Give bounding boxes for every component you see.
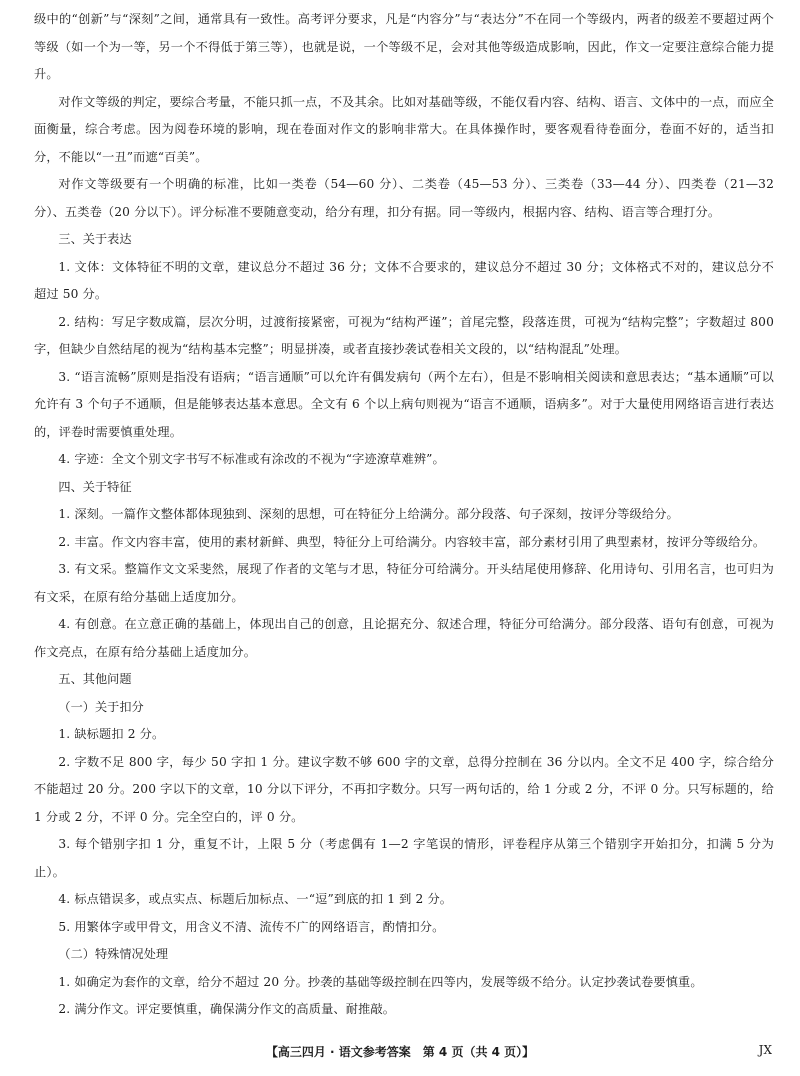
paragraph-creativity: 4. 有创意。在立意正确的基础上，体现出自己的创意，且论据充分、叙述合理，特征分可给满分。部分段落、语句有创意，可视为作文亮点，在原有给分基础上适度加分。 [34, 617, 774, 659]
paragraph-depth: 1. 深刻。一篇作文整体都体现独到、深刻的思想，可在特征分上给满分。部分段落、句子深刻，按评分等级给分。 [58, 507, 679, 521]
section-heading-other: 五、其他问题 [58, 672, 132, 686]
footer-page-info: 【高三四月 · 语文参考答案 第 4 页（共 4 页）】 [265, 1045, 535, 1059]
footer-code: JX [758, 1043, 772, 1057]
paragraph-punctuation: 4. 标点错误多，或点实点、标题后加标点、一“逗”到底的扣 1 到 2 分。 [58, 892, 453, 906]
paragraph-plagiarism: 1. 如确定为套作的文章，给分不超过 20 分。抄袭的基础等级控制在四等内，发展等级不给分。认定抄袭试卷要慎重。 [58, 974, 703, 989]
paragraph-handwriting: 4. 字迹：全文个别文字书写不标准或有涂改的不视为“字迹潦草难辨”。 [58, 452, 445, 466]
paragraph-language: 3. “语言流畅”原则是指没有语病；“语言通顺”可以允许有偶发病句（两个左右），但是不影响相关阅读和意思表达；“基本通顺”可以允许有 3 个句子不通顺，但是能够表达基本意思。全文有 6 个以上病句则视为“语言不通顺，语病多”。对于大量使用网络语言进行表达的，评卷时需要慎重处理。 [34, 369, 774, 439]
paragraph-full-marks: 2. 满分作文。评定要慎重，确保满分作文的高质量、耐推敲。 [58, 1002, 396, 1016]
paragraph-grade-judgement: 对作文等级的判定，要综合考量，不能只抓一点，不及其余。比如对基础等级，不能仅看内容、结构、语言、文体中的一点，而应全面衡量，综合考虑。因为阅卷环境的影响，现在卷面对作文的影响非常大。在具体操作时，要客观看待卷面分，卷面不好的，适当扣分，不能以“一丑”而遮“百美”。 [34, 94, 774, 164]
paragraph-style: 1. 文体：文体特征不明的文章，建议总分不超过 36 分；文体不合要求的，建议总分不超过 30 分；文体格式不对的，建议总分不超过 50 分。 [34, 259, 774, 301]
paragraph-grade-standard: 对作文等级要有一个明确的标准，比如一类卷（54—60 分）、二类卷（45—53 分）、三类卷（33—44 分）、四类卷（21—32 分）、五类卷（20 分以下）。评分标准不要随意变动，给分有理，扣分有据。同一等级内，根据内容、结构、语言等合理打分。 [34, 177, 774, 219]
paragraph-literary-grace: 3. 有文采。整篇作文文采斐然，展现了作者的文笔与才思，特征分可给满分。开头结尾使用修辞、化用诗句、引用名言，也可归为有文采，在原有给分基础上适度加分。 [34, 562, 774, 604]
paragraph-typos: 3. 每个错别字扣 1 分，重复不计，上限 5 分（考虑偶有 1—2 字笔误的情形，评卷程序从第三个错别字开始扣分，扣满 5 分为止）。 [34, 837, 774, 879]
paragraph-traditional-chars: 5. 用繁体字或甲骨文，用含义不清、流传不广的网络语言，酌情扣分。 [58, 919, 445, 934]
document-body [34, 6, 774, 1024]
paragraph-structure: 2. 结构：写足字数成篇，层次分明，过渡衔接紧密，可视为“结构严谨”；首尾完整，段落连贯，可视为“结构完整”；字数超过 800 字，但缺少自然结尾的视为“结构基本完整”；明显拼凑，或者直接抄袭试卷相关文段的，以“结构混乱”处理。 [34, 314, 774, 356]
paragraph-continuation: 级中的“创新”与“深刻”之间，通常具有一致性。高考评分要求，凡是“内容分”与“表达分”不在同一个等级内，两者的级差不要超过两个等级（如一个为一等，另一个不得低于第三等），也就是说，一个等级不足，会对其他等级造成影响，因此，作文一定要注意综合能力提升。 [34, 12, 774, 81]
paragraph-word-count: 2. 字数不足 800 字，每少 50 字扣 1 分。建议字数不够 600 字的文章，总得分控制在 36 分以内。全文不足 400 字，综合给分不能超过 20 分。200 字以下的文章，10 分以下评分，不再扣字数分。只写一两句话的，给 1 分或 2 分，不评 0 分。只写标题的，给 1 分或 2 分，不评 0 分。完全空白的，评 0 分。 [34, 754, 774, 824]
section-heading-expression: 三、关于表达 [58, 232, 132, 246]
section-heading-features: 四、关于特征 [58, 479, 132, 494]
subsection-heading-special-cases: （二）特殊情况处理 [58, 947, 169, 961]
subsection-heading-deductions: （一）关于扣分 [58, 699, 144, 714]
paragraph-missing-title: 1. 缺标题扣 2 分。 [58, 727, 165, 741]
paragraph-richness: 2. 丰富。作文内容丰富，使用的素材新鲜、典型，特征分上可给满分。内容较丰富，部分素材引用了典型素材，按评分等级给分。 [58, 534, 766, 549]
page-footer [0, 1043, 800, 1063]
